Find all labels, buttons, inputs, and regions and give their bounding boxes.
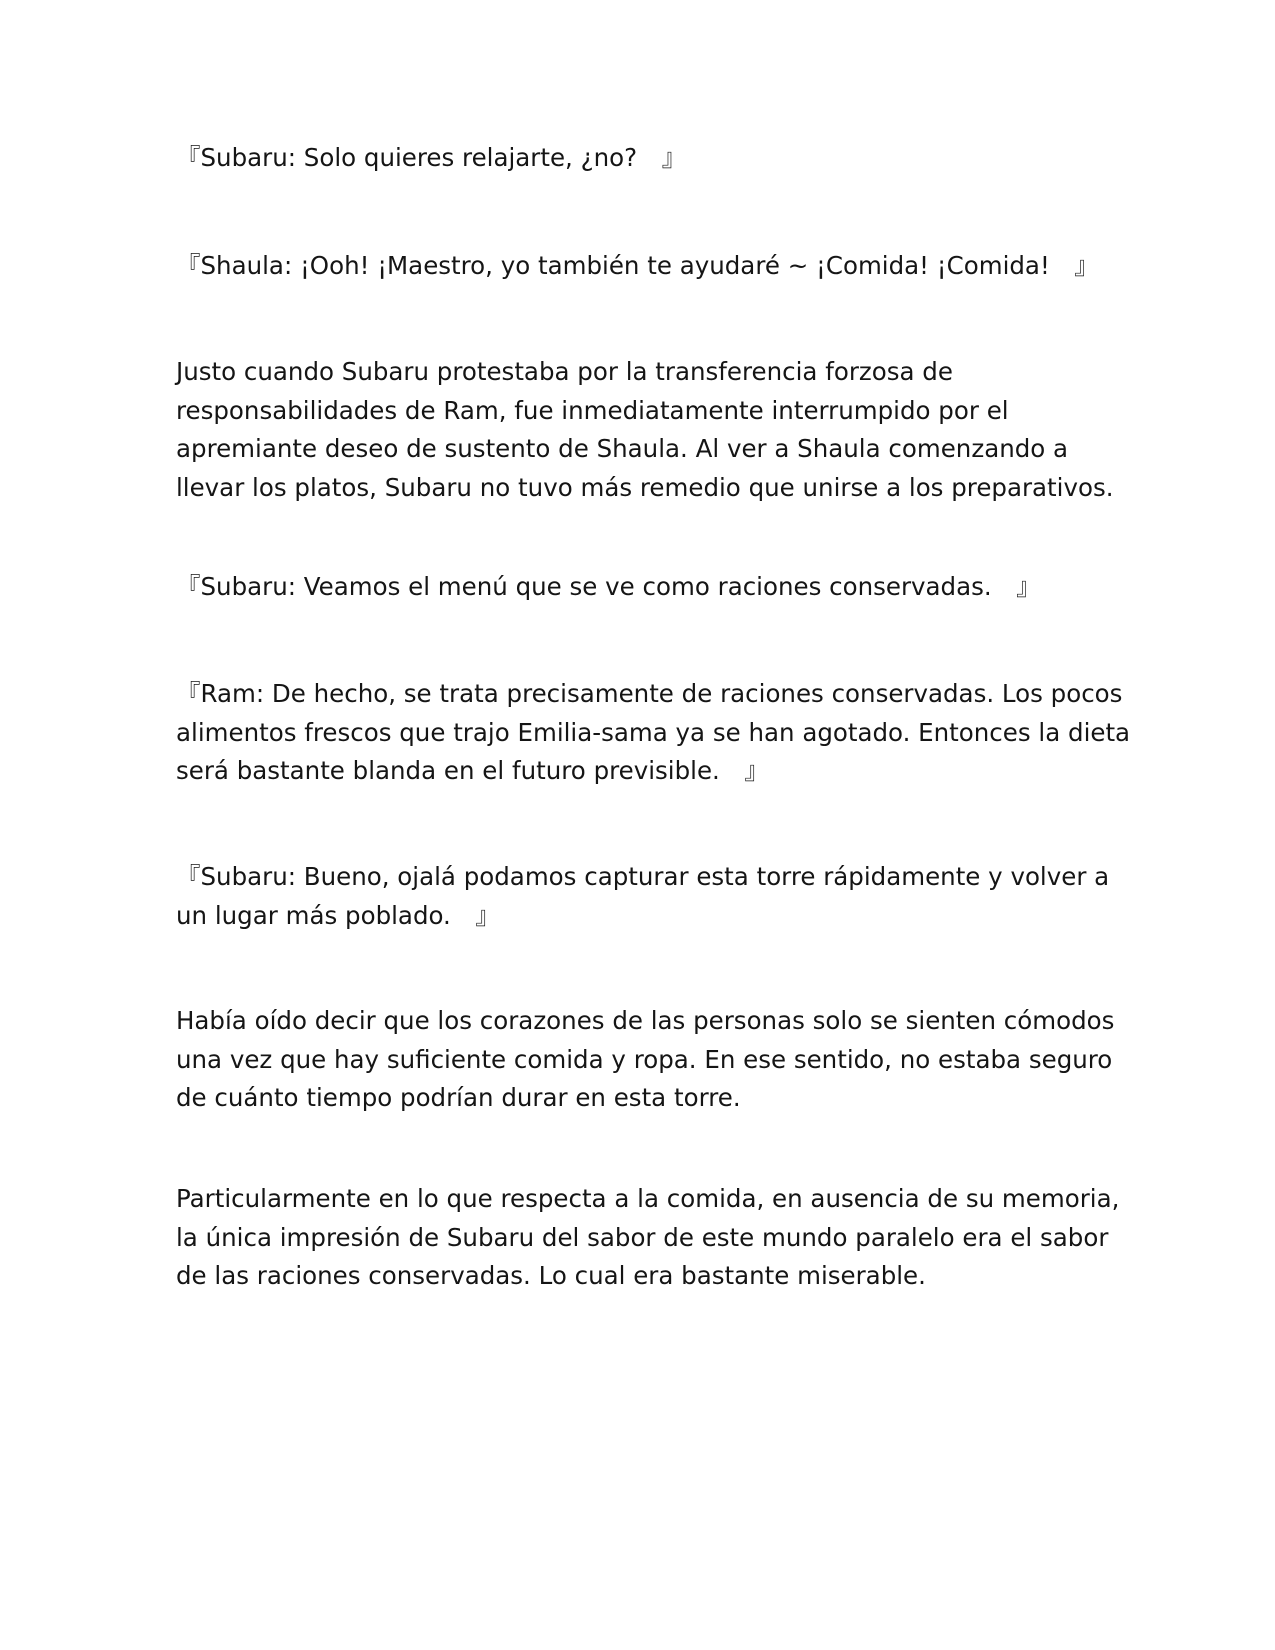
- dialogue-subaru-tower: [176, 858, 1110, 935]
- text-line: Había oído decir que los corazones de las personas solo se sienten cómodos: [176, 1006, 1115, 1035]
- text-line: 『Ram: De hecho, se trata precisamente de raciones conservadas. Los pocos: [176, 679, 1123, 708]
- text-line: será bastante blanda en el futuro previsible. 』: [176, 756, 769, 785]
- text-line: 『Subaru: Veamos el menú que se ve como raciones conservadas. 』: [176, 572, 1041, 601]
- text-line: de las raciones conservadas. Lo cual era bastante miserable.: [176, 1261, 926, 1290]
- dialogue-subaru-menu: [176, 568, 1096, 607]
- text-line: alimentos frescos que trajo Emilia-sama ya se han agotado. Entonces la dieta: [176, 717, 1131, 747]
- text-line: 『Subaru: Solo quieres relajarte, ¿no? 』: [176, 143, 687, 172]
- text-line: llevar los platos, Subaru no tuvo más remedio que unirse a los preparativos.: [176, 472, 1114, 502]
- text-line: responsabilidades de Ram, fue inmediatamente interrumpido por el: [176, 395, 1009, 425]
- text-line: apremiante deseo de sustento de Shaula. Al ver a Shaula comenzando a: [176, 434, 1069, 463]
- text-line: Justo cuando Subaru protestaba por la transferencia forzosa de: [176, 357, 953, 386]
- narration-comfort: [176, 1002, 1115, 1118]
- text-line: de cuánto tiempo podrían durar en esta torre.: [176, 1083, 741, 1112]
- dialogue-ram-rations: [176, 675, 1131, 791]
- text-line: la única impresión de Subaru del sabor de este mundo paralelo era el sabor: [176, 1222, 1109, 1252]
- text-line: 『Subaru: Bueno, ojalá podamos capturar esta torre rápidamente y volver a: [176, 862, 1110, 891]
- text-line: un lugar más poblado. 』: [176, 900, 500, 930]
- narration-food-memory: [176, 1180, 1120, 1296]
- text-line: Particularmente en lo que respecta a la comida, en ausencia de su memoria,: [176, 1184, 1120, 1213]
- text-line: 『Shaula: ¡Ooh! ¡Maestro, yo también te ayudaré ~ ¡Comida! ¡Comida! 』: [176, 251, 1099, 280]
- dialogue-subaru-relax: [176, 139, 1096, 178]
- text-line: una vez que hay suficiente comida y ropa. En ese sentido, no estaba seguro: [176, 1044, 1113, 1074]
- dialogue-shaula-food: [176, 247, 1099, 286]
- narration-preparations: [176, 353, 1114, 507]
